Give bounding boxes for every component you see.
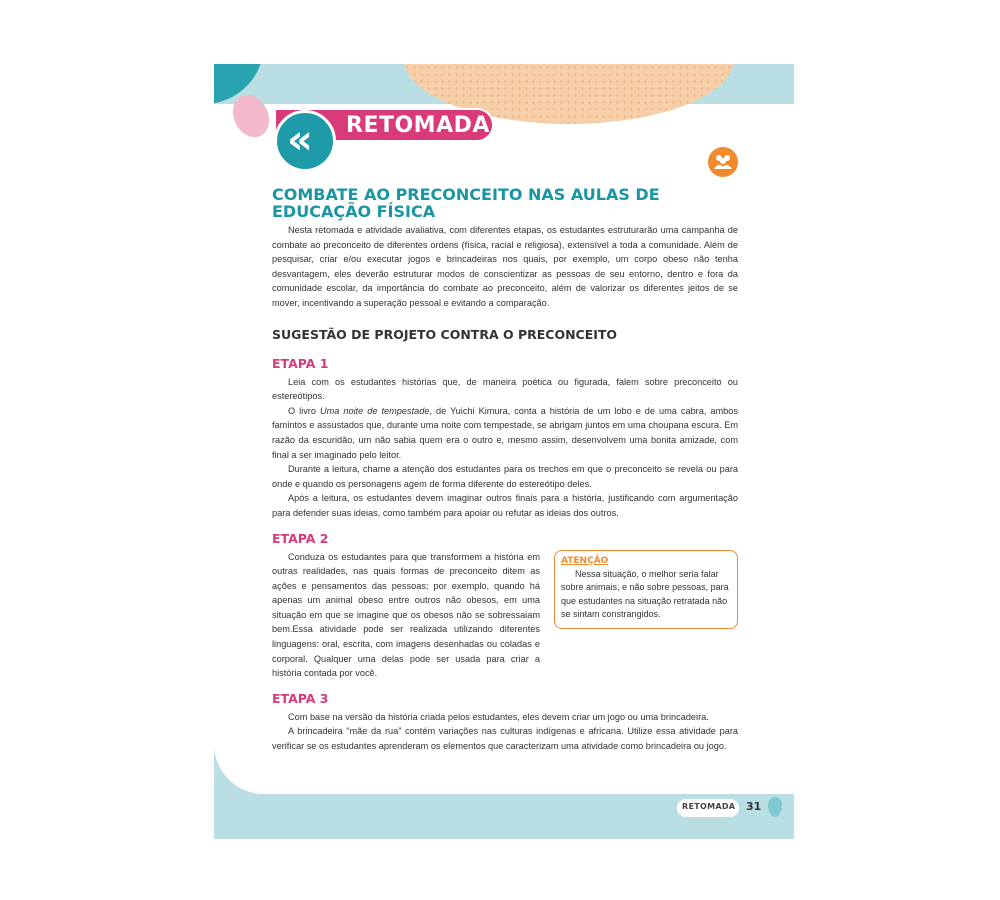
attention-text: Nessa situação, o melhor seria falar sobre animais, e não sobre pessoas, para que estudantes na situação retratada não se sintam constrangidos.	[561, 568, 729, 619]
section-title: SUGESTÃO DE PROJETO CONTRA O PRECONCEITO	[272, 326, 618, 342]
page	[214, 64, 794, 839]
group-people-icon	[708, 147, 738, 177]
etapa-2-title: ETAPA 2	[272, 530, 329, 546]
attention-box	[554, 550, 738, 629]
intro-paragraph: Nesta retomada e atividade avaliativa, com diferentes etapas, os estudantes estruturarão uma campanha de combate ao preconceito de diferentes ordens (física, racial e religiosa), extensível a toda a comunidade. Além de pesquisar, criar e/ou executar jogos e brincadeiras nos quais, por exemplo, um corpo obeso não tenha desvantagem, eles deverão estruturar modos de conscientizar as pessoas de seu entorno, dentro e fora da comunidade escolar, da importância do combate ao preconceito, além de valorizar os diferentes jeitos de se mover, incentivando a superação pessoal e evitando a comparação.	[272, 225, 738, 308]
etapa-1-paragraph-1: Leia com os estudantes histórias que, de maneira poética ou figurada, falem sobre preconceito ou estereótipos.	[272, 376, 738, 402]
drop-icon	[768, 797, 782, 817]
etapa-3-title: ETAPA 3	[272, 690, 329, 706]
page-title: COMBATE AO PRECONCEITO NAS AULAS DE EDUCAÇÃO FÍSICA	[272, 185, 660, 221]
decorative-blue-petal	[267, 66, 313, 102]
double-chevron-left-icon	[274, 110, 336, 172]
etapa-1-title: ETAPA 1	[272, 355, 329, 371]
attention-title: ATENÇÃO	[561, 555, 609, 566]
book-title: Uma noite de tempestade	[319, 405, 430, 416]
etapa-2-text-column	[272, 550, 540, 681]
etapa-2-paragraph: Conduza os estudantes para que transformem a história em outras realidades, nas quais formas de preconceito ditem as ações e pensamentos das pessoas; por exemplo, quando há apenas um animal obeso entre outros não obesos, em uma situação em que se imagine que os obesos não se sobressaiam bem.Essa atividade pode ser realizada utilizando diferentes linguagens: oral, escrita, com imagens desenhadas ou coladas e corporal. Qualquer uma delas pode ser usada para criar a história contada por você.	[272, 551, 540, 679]
etapa-3-paragraph-1: Com base na versão da história criada pelos estudantes, eles devem criar um jogo ou uma brincadeira.	[288, 711, 709, 722]
etapa-1-paragraph-3: Durante a leitura, chame a atenção dos estudantes para os trechos em que o preconceito se revela ou para onde e quando os personagens agem de forma diferente do estereótipo deles.	[272, 464, 738, 489]
banner-label: RETOMADA	[346, 113, 490, 138]
etapa-1-paragraph-2	[272, 404, 738, 462]
book-intro-text: O livro	[288, 405, 320, 416]
etapa-1-paragraph-4: Após a leitura, os estudantes devem imaginar outros finais para a história, justificando com argumentação para defender suas ideias, como também para apoiar ou refutar as ideias dos outros.	[272, 493, 738, 518]
etapa-3-paragraph-2: A brincadeira “mãe da rua” contém variações nas culturas indígenas e africana. Utilize essa atividade para verificar se os estudantes aprenderam os elementos que caracterizam uma atividade como brincadeira ou jogo.	[272, 726, 738, 752]
badge-glyph: «	[287, 117, 313, 163]
page-number: 31	[746, 800, 762, 813]
book-summary-text: , de Yuichi Kimura, conta a história de um lobo e de uma cabra, ambos famintos e assustados que, durante uma noite com tempestade, se abrigam juntos em uma choupana escura. Em razão da escuridão, um não sabia quem era o outro e, mesmo assim, desenvolvem uma bonita amizade, com final a ser imaginado pelo leitor.	[272, 405, 738, 460]
main-content	[272, 186, 738, 754]
etapa-2-row	[272, 550, 738, 681]
footer-section-label: RETOMADA	[682, 802, 736, 811]
